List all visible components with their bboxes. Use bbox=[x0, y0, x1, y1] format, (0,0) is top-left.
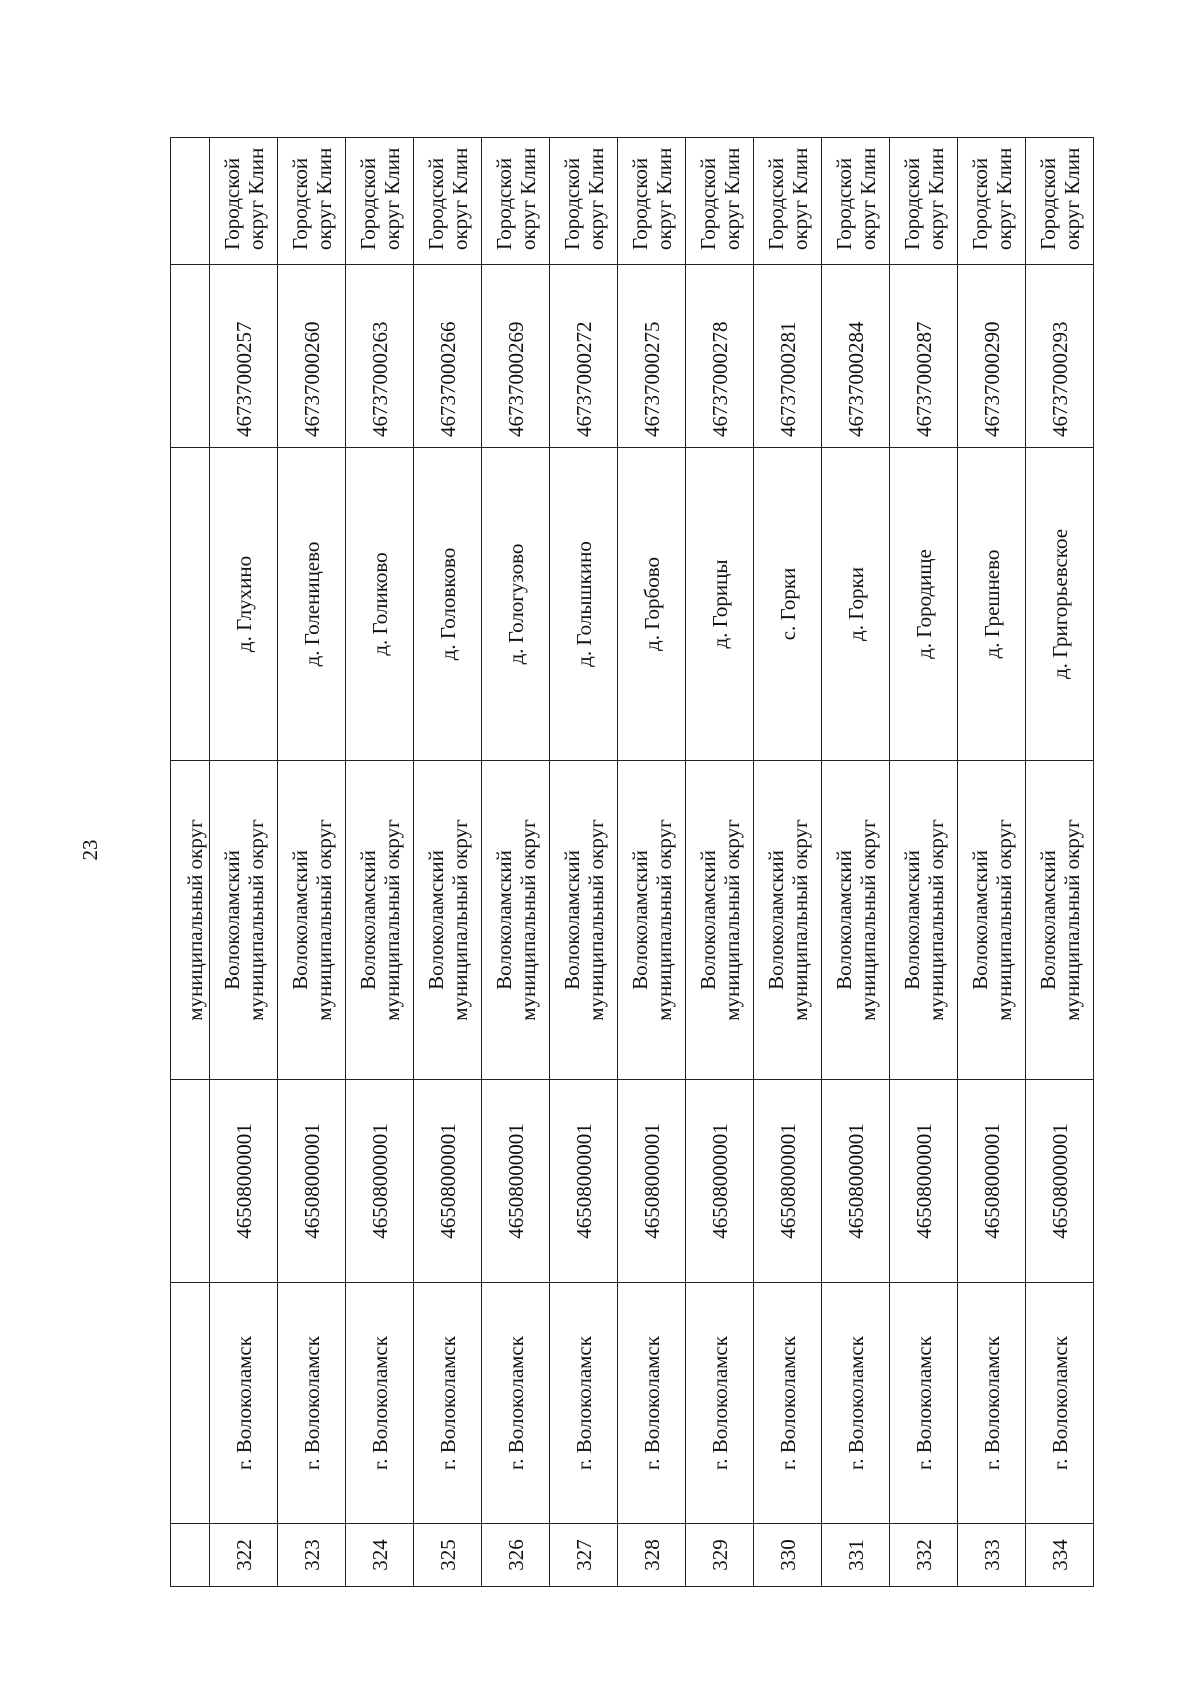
row-municipality-line2: муниципальный округ bbox=[583, 819, 608, 1021]
row-okato-code: 46508000001 bbox=[618, 1080, 686, 1283]
row-municipality-line2: муниципальный округ bbox=[311, 819, 336, 1021]
row-oktmo-code: 46737000275 bbox=[618, 265, 686, 448]
row-municipality bbox=[686, 761, 754, 1080]
row-municipality bbox=[822, 761, 890, 1080]
row-city: г. Волоколамск bbox=[890, 1283, 958, 1524]
row-settlement: д. Глухино bbox=[210, 448, 278, 761]
row-district: Городской округ Клин bbox=[278, 138, 346, 265]
table-row bbox=[414, 138, 482, 1587]
row-settlement: д. Горбово bbox=[618, 448, 686, 761]
row-settlement: д. Горки bbox=[822, 448, 890, 761]
row-municipality-line1: Волоколамский bbox=[831, 850, 856, 990]
row-number: 324 bbox=[346, 1524, 414, 1587]
row-oktmo-code: 46737000290 bbox=[958, 265, 1026, 448]
row-district: Городской округ Клин bbox=[550, 138, 618, 265]
row-municipality-line1: Волоколамский bbox=[219, 850, 244, 990]
row-municipality-line1: Волоколамский bbox=[763, 850, 788, 990]
table-row bbox=[822, 138, 890, 1587]
row-district: Городской округ Клин bbox=[210, 138, 278, 265]
row-number: 327 bbox=[550, 1524, 618, 1587]
row-okato-code: 46508000001 bbox=[278, 1080, 346, 1283]
row-municipality-line2: муниципальный округ bbox=[651, 819, 676, 1021]
settlements-table bbox=[170, 137, 1094, 1587]
row-district: Городской округ Клин bbox=[618, 138, 686, 265]
row-oktmo-code: 46737000287 bbox=[890, 265, 958, 448]
table-row bbox=[346, 138, 414, 1587]
settlements-table-wrapper bbox=[170, 137, 1094, 1587]
row-city: г. Волоколамск bbox=[482, 1283, 550, 1524]
row-oktmo-code: 46737000293 bbox=[1026, 265, 1094, 448]
row-municipality-line1: Волоколамский bbox=[627, 850, 652, 990]
row-oktmo-code: 46737000278 bbox=[686, 265, 754, 448]
row-municipality-line2: муниципальный округ bbox=[923, 819, 948, 1021]
row-number: 322 bbox=[210, 1524, 278, 1587]
row-settlement: д. Гологузово bbox=[482, 448, 550, 761]
row-number: 334 bbox=[1026, 1524, 1094, 1587]
row-municipality bbox=[754, 761, 822, 1080]
row-municipality bbox=[346, 761, 414, 1080]
table-row bbox=[890, 138, 958, 1587]
row-settlement: д. Голиково bbox=[346, 448, 414, 761]
row-municipality bbox=[618, 761, 686, 1080]
row-district: Городской округ Клин bbox=[890, 138, 958, 265]
row-district: Городской округ Клин bbox=[1026, 138, 1094, 265]
table-row bbox=[210, 138, 278, 1587]
table-row bbox=[754, 138, 822, 1587]
row-city: г. Волоколамск bbox=[754, 1283, 822, 1524]
row-city: г. Волоколамск bbox=[278, 1283, 346, 1524]
row-municipality bbox=[890, 761, 958, 1080]
row-number: 331 bbox=[822, 1524, 890, 1587]
row-settlement: д. Городище bbox=[890, 448, 958, 761]
row-district: Городской округ Клин bbox=[754, 138, 822, 265]
row-number: 323 bbox=[278, 1524, 346, 1587]
table-row bbox=[482, 138, 550, 1587]
header-cell-city bbox=[171, 1283, 210, 1524]
row-city: г. Волоколамск bbox=[346, 1283, 414, 1524]
row-municipality bbox=[278, 761, 346, 1080]
row-city: г. Волоколамск bbox=[1026, 1283, 1094, 1524]
row-okato-code: 46508000001 bbox=[482, 1080, 550, 1283]
row-settlement: д. Грешнево bbox=[958, 448, 1026, 761]
row-district: Городской округ Клин bbox=[482, 138, 550, 265]
row-municipality-line2: муниципальный округ bbox=[719, 819, 744, 1021]
row-municipality-line2: муниципальный округ bbox=[379, 819, 404, 1021]
row-city: г. Волоколамск bbox=[958, 1283, 1026, 1524]
row-number: 332 bbox=[890, 1524, 958, 1587]
row-municipality-line2: муниципальный округ bbox=[243, 819, 268, 1021]
row-district: Городской округ Клин bbox=[686, 138, 754, 265]
header-cell-municipality: муниципальный округ bbox=[171, 761, 210, 1080]
row-okato-code: 46508000001 bbox=[890, 1080, 958, 1283]
page-number: 23 bbox=[78, 839, 102, 861]
row-oktmo-code: 46737000284 bbox=[822, 265, 890, 448]
header-cell-oktmo bbox=[171, 265, 210, 448]
table-body bbox=[171, 138, 1094, 1587]
row-number: 325 bbox=[414, 1524, 482, 1587]
row-okato-code: 46508000001 bbox=[1026, 1080, 1094, 1283]
row-municipality-line1: Волоколамский bbox=[355, 850, 380, 990]
row-municipality bbox=[414, 761, 482, 1080]
row-oktmo-code: 46737000263 bbox=[346, 265, 414, 448]
row-municipality bbox=[550, 761, 618, 1080]
row-municipality-line2: муниципальный округ bbox=[447, 819, 472, 1021]
table-row bbox=[550, 138, 618, 1587]
row-municipality-line1: Волоколамский bbox=[423, 850, 448, 990]
row-okato-code: 46508000001 bbox=[822, 1080, 890, 1283]
row-district: Городской округ Клин bbox=[958, 138, 1026, 265]
header-cell-place bbox=[171, 448, 210, 761]
row-oktmo-code: 46737000269 bbox=[482, 265, 550, 448]
row-municipality-line1: Волоколамский bbox=[1035, 850, 1060, 990]
row-district: Городской округ Клин bbox=[414, 138, 482, 265]
row-municipality bbox=[482, 761, 550, 1080]
table-row bbox=[686, 138, 754, 1587]
row-municipality-line1: Волоколамский bbox=[287, 850, 312, 990]
row-settlement: д. Голышкино bbox=[550, 448, 618, 761]
table-row bbox=[278, 138, 346, 1587]
row-number: 333 bbox=[958, 1524, 1026, 1587]
row-municipality-line2: муниципальный округ bbox=[991, 819, 1016, 1021]
row-municipality bbox=[958, 761, 1026, 1080]
row-number: 329 bbox=[686, 1524, 754, 1587]
row-municipality-line2: муниципальный округ bbox=[1059, 819, 1084, 1021]
row-district: Городской округ Клин bbox=[346, 138, 414, 265]
row-okato-code: 46508000001 bbox=[414, 1080, 482, 1283]
header-cell-okato bbox=[171, 1080, 210, 1283]
row-city: г. Волоколамск bbox=[414, 1283, 482, 1524]
row-municipality-line1: Волоколамский bbox=[559, 850, 584, 990]
row-oktmo-code: 46737000272 bbox=[550, 265, 618, 448]
row-number: 326 bbox=[482, 1524, 550, 1587]
table-continuation-row bbox=[171, 138, 210, 1587]
row-municipality-line1: Волоколамский bbox=[491, 850, 516, 990]
row-number: 328 bbox=[618, 1524, 686, 1587]
row-city: г. Волоколамск bbox=[822, 1283, 890, 1524]
row-settlement: с. Горки bbox=[754, 448, 822, 761]
row-municipality-line1: Волоколамский bbox=[695, 850, 720, 990]
row-district: Городской округ Клин bbox=[822, 138, 890, 265]
row-okato-code: 46508000001 bbox=[210, 1080, 278, 1283]
table-row bbox=[1026, 138, 1094, 1587]
row-municipality-line2: муниципальный округ bbox=[855, 819, 880, 1021]
row-oktmo-code: 46737000281 bbox=[754, 265, 822, 448]
row-municipality bbox=[1026, 761, 1094, 1080]
table-row bbox=[958, 138, 1026, 1587]
header-cell-num bbox=[171, 1524, 210, 1587]
row-municipality bbox=[210, 761, 278, 1080]
table-row bbox=[618, 138, 686, 1587]
row-okato-code: 46508000001 bbox=[550, 1080, 618, 1283]
row-settlement: д. Головково bbox=[414, 448, 482, 761]
row-oktmo-code: 46737000266 bbox=[414, 265, 482, 448]
row-number: 330 bbox=[754, 1524, 822, 1587]
row-city: г. Волоколамск bbox=[686, 1283, 754, 1524]
row-okato-code: 46508000001 bbox=[958, 1080, 1026, 1283]
header-cell-location bbox=[171, 138, 210, 265]
row-oktmo-code: 46737000260 bbox=[278, 265, 346, 448]
row-okato-code: 46508000001 bbox=[686, 1080, 754, 1283]
row-municipality-line2: муниципальный округ bbox=[787, 819, 812, 1021]
row-oktmo-code: 46737000257 bbox=[210, 265, 278, 448]
row-okato-code: 46508000001 bbox=[754, 1080, 822, 1283]
row-settlement: д. Горицы bbox=[686, 448, 754, 761]
row-city: г. Волоколамск bbox=[550, 1283, 618, 1524]
row-municipality-line1: Волоколамский bbox=[967, 850, 992, 990]
row-settlement: д. Голеницево bbox=[278, 448, 346, 761]
row-okato-code: 46508000001 bbox=[346, 1080, 414, 1283]
row-settlement: д. Григорьевское bbox=[1026, 448, 1094, 761]
row-city: г. Волоколамск bbox=[210, 1283, 278, 1524]
row-city: г. Волоколамск bbox=[618, 1283, 686, 1524]
row-municipality-line2: муниципальный округ bbox=[515, 819, 540, 1021]
row-municipality-line1: Волоколамский bbox=[899, 850, 924, 990]
